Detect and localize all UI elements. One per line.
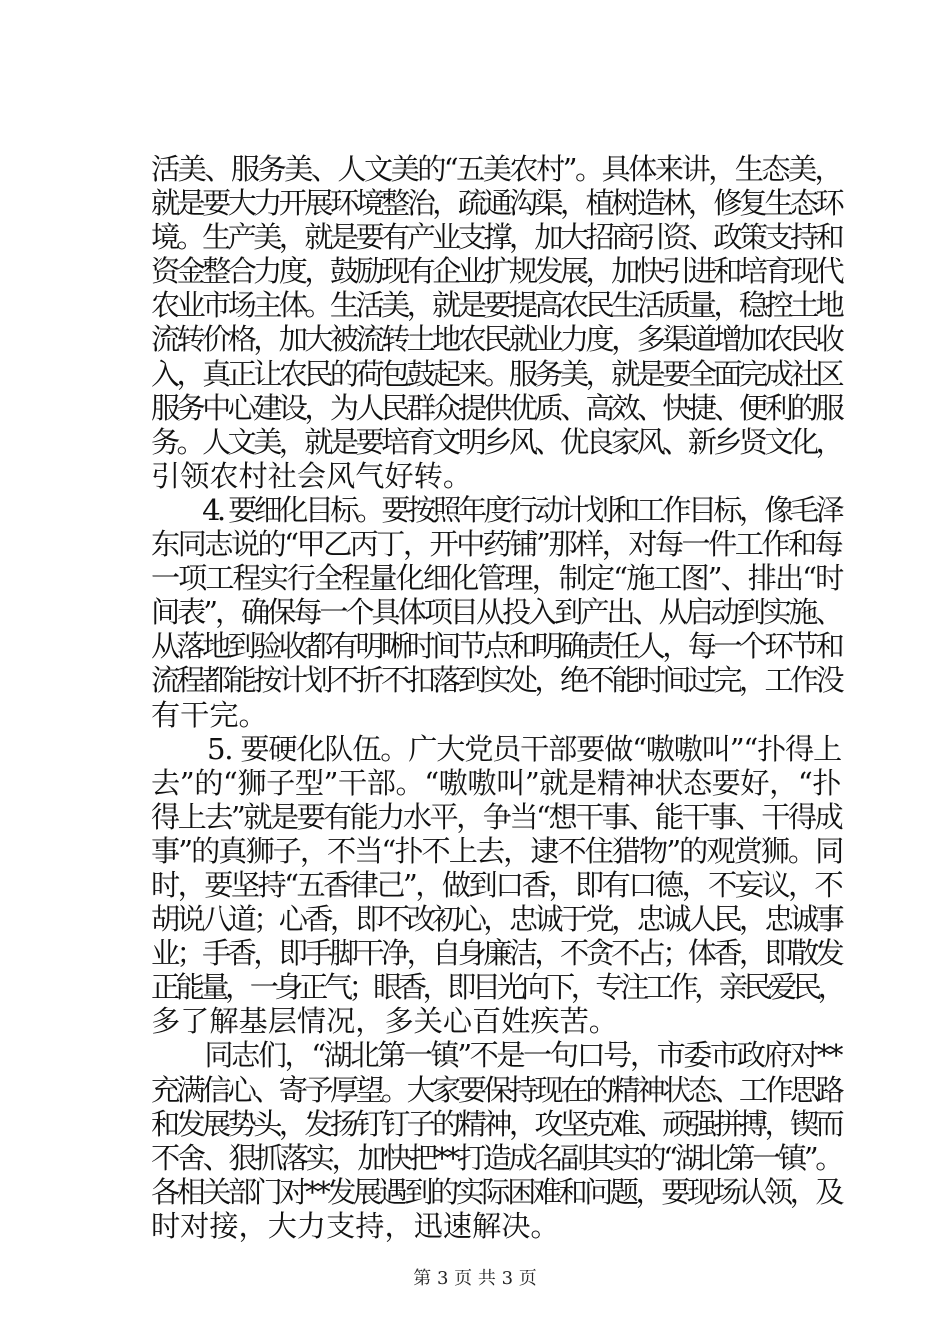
text-line: 正能量，一身正气；眼香，即目光向下，专注工作，亲民爱民，: [151, 970, 843, 1005]
text-line: 事”的真狮子，不当“扑不上去，逮不住猎物”的观赏狮。同: [151, 833, 843, 868]
text-line: 境。生产美，就是要有产业支撑，加大招商引资、政策支持和: [151, 220, 841, 255]
text-line: 一项工程实行全程量化细化管理，制定“施工图”、排出“时: [151, 561, 843, 596]
text-line: 时，要坚持“五香律己”，做到口香，即有口德，不妄议，不: [151, 867, 841, 902]
body-text: [151, 152, 841, 1243]
text-line: 流程都能按计划不折不扣落到实处，绝不能时间过完，工作没: [151, 663, 841, 698]
text-line: 胡说八道；心香，即不改初心，忠诚于党，忠诚人民，忠诚事: [151, 902, 841, 937]
text-line: 就是要大力开展环境整治，疏通沟渠，植树造林，修复生态环: [151, 186, 841, 221]
text-line: 和发展势头，发扬钉钉子的精神，攻坚克难、顽强拼搏，锲而: [151, 1106, 841, 1141]
text-line: 同志们，“湖北第一镇”不是一句口号，市委市政府对**: [151, 1038, 841, 1073]
text-line: 东同志说的“甲乙丙丁，开中药铺”那样，对每一件工作和每: [151, 527, 841, 562]
text-line: 各相关部门对**发展遇到的实际困难和问题，要现场认领，及: [151, 1174, 842, 1209]
text-line: 流转价格，加大被流转土地农民就业力度，多渠道增加农民收: [151, 322, 841, 357]
page-number-label: 第 3 页 共 3 页: [413, 1268, 537, 1289]
text-line: 服务中心建设，为人民群众提供优质、高效、快捷、便利的服: [151, 390, 841, 425]
text-line: 业；手香，即手脚干净，自身廉洁，不贪不占；体香，即散发: [151, 936, 841, 971]
text-line: 资金整合力度，鼓励现有企业扩规发展，加快引进和培育现代: [151, 254, 841, 289]
text-line: 得上去”就是要有能力水平，争当“想干事、能干事、干得成: [151, 799, 841, 834]
text-line: 引领农村社会风气好转。: [151, 458, 473, 493]
text-line: 5. 要硬化队伍。广大党员干部要做“嗷嗷叫”“扑得上: [151, 731, 841, 766]
text-line: 充满信心、寄予厚望。大家要保持现在的精神状态、工作思路: [151, 1072, 841, 1107]
text-line: 时对接，大力支持，迅速解决。: [151, 1208, 560, 1243]
text-line: 入，真正让农民的荷包鼓起来。服务美，就是要全面完成社区: [151, 356, 841, 391]
text-line: 农业市场主体。生活美，就是要提高农民生活质量，稳控土地: [151, 288, 841, 323]
page-footer: [0, 1264, 950, 1290]
text-line: 从落地到验收都有明晰时间节点和明确责任人，每一个环节和: [151, 629, 841, 664]
text-line: 多了解基层情况，多关心百姓疾苦。: [151, 1004, 618, 1039]
text-line: 务。人文美，就是要培育文明乡风、优良家风、新乡贤文化，: [151, 424, 841, 459]
text-line: 有干完。: [151, 697, 268, 732]
text-line: 4. 要细化目标。要按照年度行动计划和工作目标，像毛泽: [151, 492, 841, 527]
text-line: 间表”，确保每一个具体项目从投入到产出、从启动到实施、: [151, 595, 841, 630]
text-line: 活美、服务美、人文美的“五美农村”。具体来讲，生态美，: [151, 152, 841, 186]
text-line: 不舍、狠抓落实，加快把**打造成名副其实的“湖北第一镇”。: [151, 1140, 841, 1175]
text-line: 去”的“狮子型”干部。“嗷嗷叫”就是精神状态要好，“扑: [151, 765, 841, 800]
